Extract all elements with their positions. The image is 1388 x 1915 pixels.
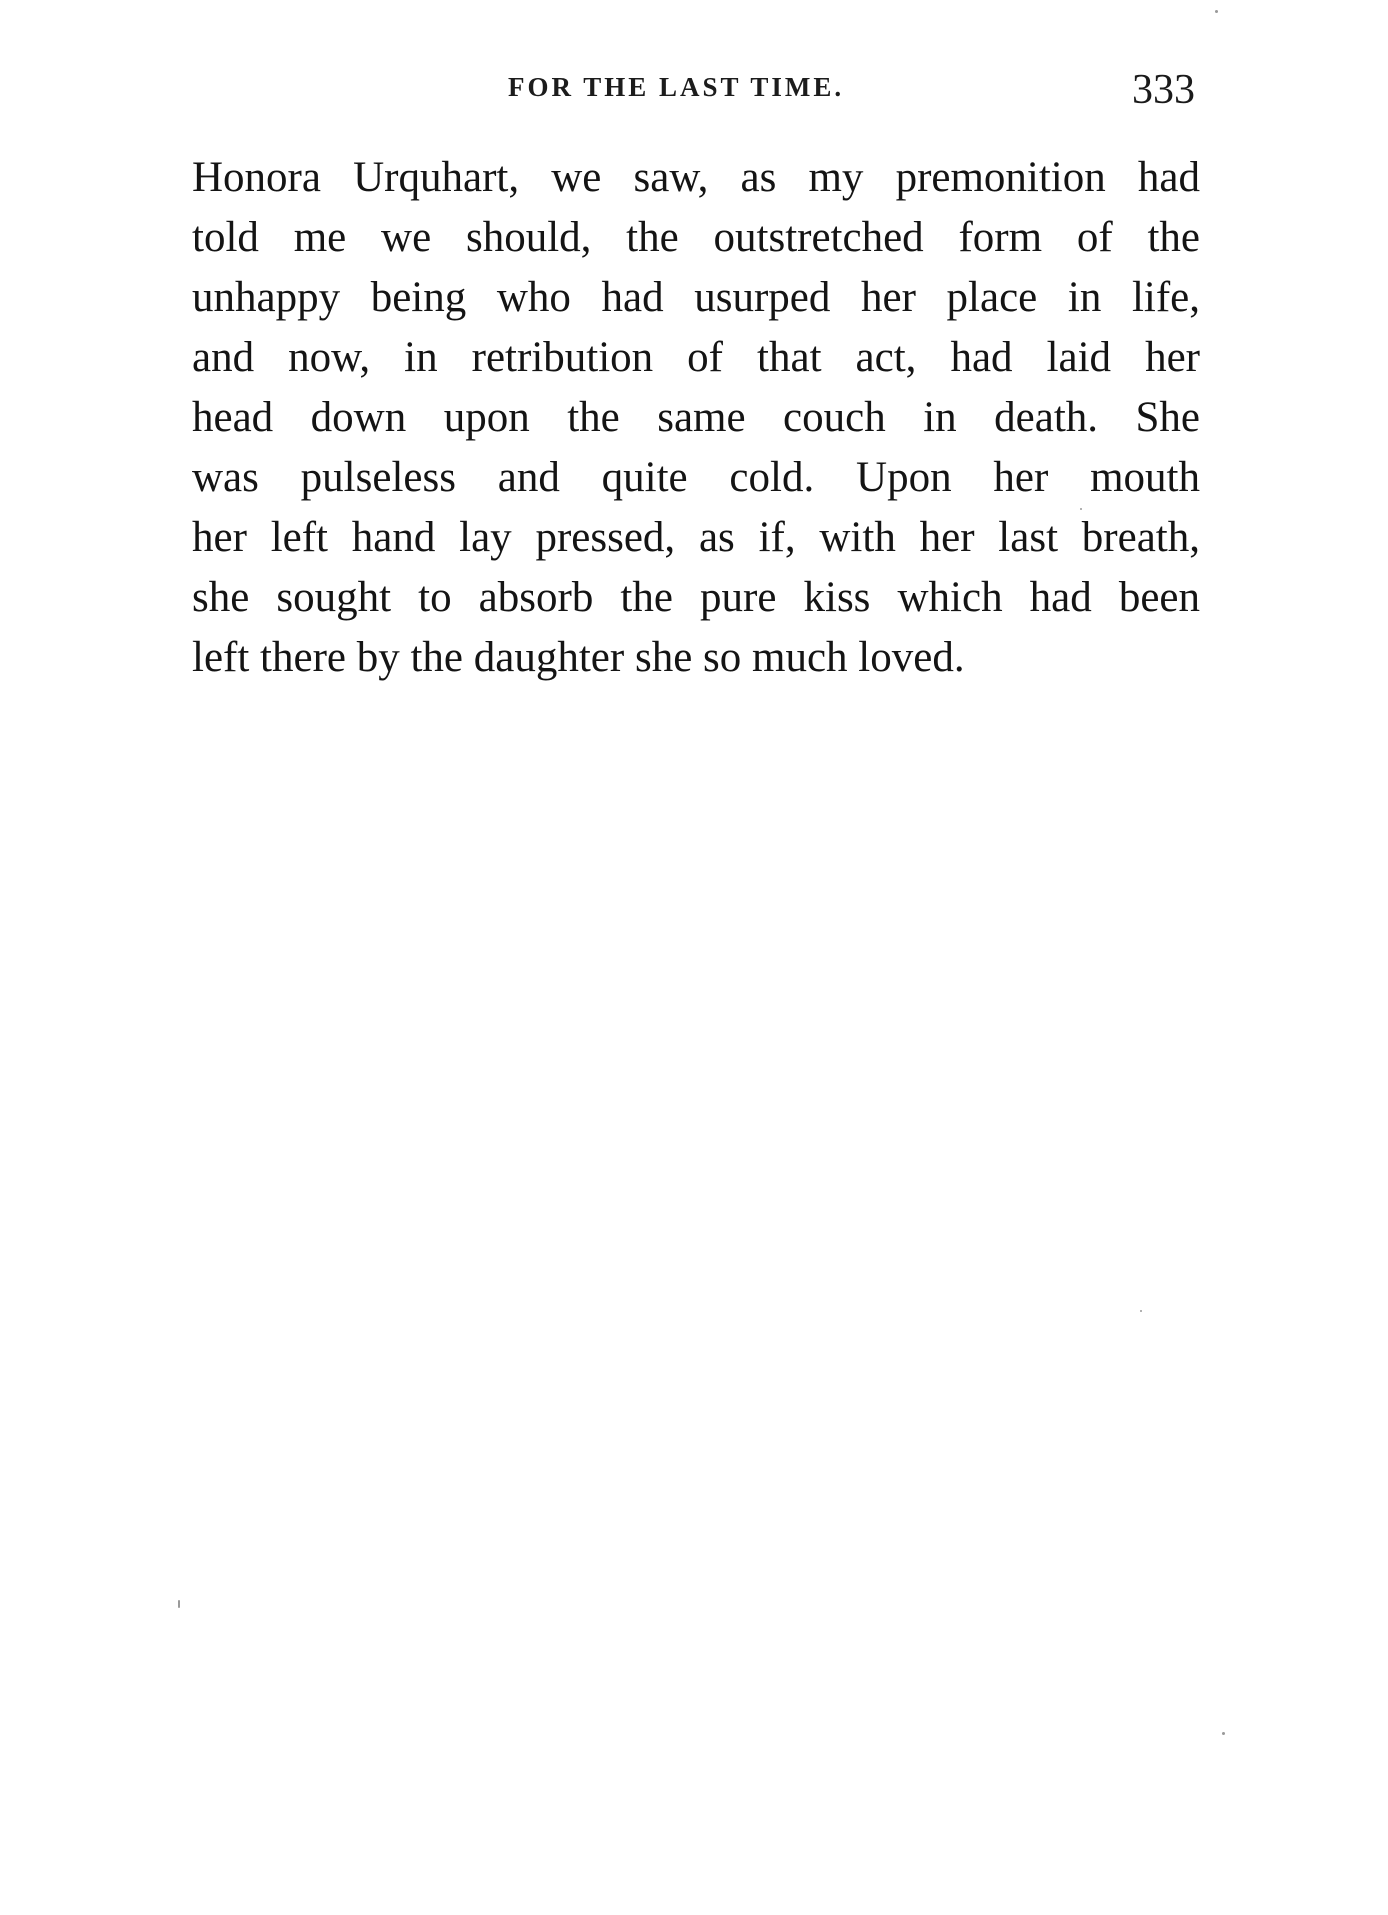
scan-speck	[1140, 1310, 1142, 1312]
scan-speck	[1215, 10, 1218, 13]
text-line: she sought to absorb the pure kiss which had been	[192, 574, 1200, 621]
running-head	[190, 66, 1195, 126]
text-line: head down upon the same couch in death. She	[192, 394, 1200, 441]
scan-speck	[1080, 508, 1082, 510]
running-title: FOR THE LAST TIME.	[508, 72, 845, 102]
text-line: told me we should, the outstretched form of the	[192, 214, 1200, 261]
scan-speck	[1222, 1732, 1225, 1735]
scan-speck	[178, 1600, 180, 1608]
body-paragraph	[192, 148, 1200, 688]
text-line: and now, in retribution of that act, had laid her	[192, 334, 1200, 381]
text-line: was pulseless and quite cold. Upon her mouth	[192, 454, 1200, 501]
text-line: Honora Urquhart, we saw, as my premonition had	[192, 154, 1200, 201]
text-line: unhappy being who had usurped her place in life,	[192, 274, 1200, 321]
text-line: her left hand lay pressed, as if, with her last breath,	[192, 514, 1200, 561]
text-line: left there by the daughter she so much loved.	[192, 634, 965, 681]
page-number: 333	[1132, 67, 1195, 113]
